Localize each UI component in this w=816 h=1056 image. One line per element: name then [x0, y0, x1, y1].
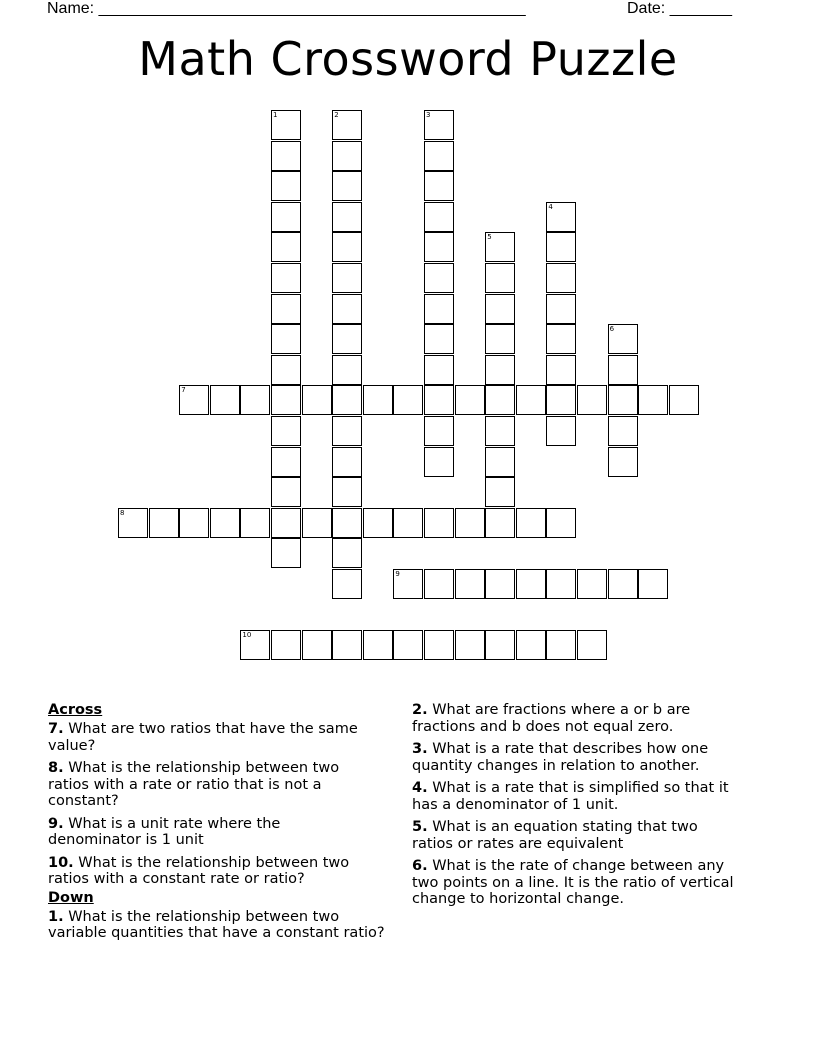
clue-item: [412, 780, 772, 813]
grid-cell[interactable]: [485, 294, 515, 324]
grid-cell[interactable]: [393, 508, 423, 538]
grid-cell[interactable]: [271, 294, 301, 324]
grid-cell[interactable]: [546, 508, 576, 538]
clue-text: What are two ratios that have the same value?: [48, 721, 358, 754]
grid-cell[interactable]: [485, 416, 515, 446]
grid-cell[interactable]: [608, 569, 638, 599]
grid-cell[interactable]: [485, 324, 515, 354]
clue-text: What is the relationship between two variable quantities that have a constant ratio?: [48, 908, 385, 941]
grid-cell[interactable]: [332, 416, 362, 446]
clue-number: 6.: [412, 858, 428, 874]
grid-cell[interactable]: [485, 477, 515, 507]
grid-cell[interactable]: [424, 141, 454, 171]
clue-item: [48, 760, 408, 810]
clue-number: 8.: [48, 760, 64, 776]
grid-cell[interactable]: [271, 477, 301, 507]
grid-cell[interactable]: [240, 385, 270, 415]
grid-cell[interactable]: [424, 232, 454, 262]
clue-number: 5: [487, 233, 492, 242]
grid-cell[interactable]: [455, 385, 485, 415]
down-clue-list-continued: [412, 702, 772, 908]
grid-cell[interactable]: [332, 294, 362, 324]
grid-cell[interactable]: [669, 385, 699, 415]
grid-cell[interactable]: [546, 294, 576, 324]
grid-cell[interactable]: [393, 630, 423, 660]
grid-cell[interactable]: [485, 630, 515, 660]
grid-cell[interactable]: [332, 171, 362, 201]
grid-cell[interactable]: [424, 569, 454, 599]
grid-cell[interactable]: [516, 569, 546, 599]
grid-cell[interactable]: [271, 385, 301, 415]
clue-item: [412, 819, 772, 852]
clue-text: What is a rate that is simplified so that it has a denominator of 1 unit.: [412, 780, 729, 813]
grid-cell[interactable]: [546, 324, 576, 354]
grid-cell[interactable]: [332, 110, 362, 140]
clue-number: 4.: [412, 780, 428, 796]
grid-cell[interactable]: [271, 355, 301, 385]
grid-cell[interactable]: [332, 477, 362, 507]
grid-cell[interactable]: [608, 385, 638, 415]
grid-cell[interactable]: [424, 416, 454, 446]
down-clue-list: [48, 909, 408, 942]
clue-number: 8: [120, 508, 125, 517]
grid-cell[interactable]: [516, 385, 546, 415]
clue-number: 5.: [412, 819, 428, 835]
grid-cell[interactable]: [424, 202, 454, 232]
grid-cell[interactable]: [516, 630, 546, 660]
grid-cell[interactable]: [363, 508, 393, 538]
clue-item: [412, 702, 772, 735]
grid-cell[interactable]: [332, 508, 362, 538]
grid-cell[interactable]: [638, 569, 668, 599]
grid-cell[interactable]: [332, 569, 362, 599]
grid-cell[interactable]: [608, 324, 638, 354]
grid-cell[interactable]: [149, 508, 179, 538]
grid-cell[interactable]: [546, 263, 576, 293]
clue-item: [48, 855, 408, 888]
grid-cell[interactable]: [485, 508, 515, 538]
clue-number: 6: [609, 325, 615, 334]
grid-cell[interactable]: [485, 232, 515, 262]
clues-right-column: [412, 702, 772, 914]
grid-cell[interactable]: [546, 630, 576, 660]
grid-cell[interactable]: [608, 416, 638, 446]
grid-cell[interactable]: [577, 385, 607, 415]
grid-cell[interactable]: [332, 324, 362, 354]
grid-cell[interactable]: [393, 569, 423, 599]
clue-number: 1.: [48, 908, 64, 925]
grid-cell[interactable]: [485, 263, 515, 293]
grid-cell[interactable]: [271, 538, 301, 568]
grid-cell[interactable]: [638, 385, 668, 415]
clue-number: 9: [395, 570, 400, 578]
name-field[interactable]: Name: ________________________________________________: [47, 0, 526, 17]
grid-cell[interactable]: [546, 569, 576, 599]
grid-cell[interactable]: [424, 110, 454, 140]
clue-number: 7: [181, 386, 186, 395]
clue-number: 3: [426, 111, 431, 119]
grid-cell[interactable]: [271, 202, 301, 232]
grid-cell[interactable]: [485, 569, 515, 599]
down-heading: Down: [48, 889, 94, 906]
grid-cell[interactable]: [455, 569, 485, 599]
grid-cell[interactable]: [455, 630, 485, 660]
grid-cell[interactable]: [546, 385, 576, 415]
clue-number: 10.: [48, 854, 74, 871]
grid-cell[interactable]: [393, 385, 423, 415]
grid-cell[interactable]: [271, 171, 301, 201]
clue-number: 9.: [48, 815, 64, 832]
clue-number: 2: [334, 111, 339, 119]
clue-item: [412, 741, 772, 774]
grid-cell[interactable]: [240, 508, 270, 538]
clue-text: What is a unit rate where the denominator is 1 unit: [48, 815, 281, 848]
grid-cell[interactable]: [363, 385, 393, 415]
date-field[interactable]: Date: _______: [627, 0, 732, 17]
clues-left-column: [48, 702, 408, 948]
grid-cell[interactable]: [332, 447, 362, 477]
grid-cell[interactable]: [332, 263, 362, 293]
clue-text: What is the rate of change between any two points on a line. It is the ratio of vertical change to horizontal change.: [412, 858, 734, 907]
grid-cell[interactable]: [118, 508, 148, 538]
grid-cell[interactable]: [363, 630, 393, 660]
grid-cell[interactable]: [485, 355, 515, 385]
clue-number: 3.: [412, 741, 428, 757]
grid-cell[interactable]: [424, 294, 454, 324]
grid-cell[interactable]: [546, 416, 576, 446]
clue-text: What are fractions where a or b are fractions and b does not equal zero.: [412, 702, 691, 735]
clue-number: 4: [548, 202, 553, 211]
grid-cell[interactable]: [179, 385, 209, 415]
grid-cell[interactable]: [332, 202, 362, 232]
grid-cell[interactable]: [424, 447, 454, 477]
grid-cell[interactable]: [332, 355, 362, 385]
grid-cell[interactable]: [546, 232, 576, 262]
grid-cell[interactable]: [332, 141, 362, 171]
grid-cell[interactable]: [271, 324, 301, 354]
across-heading: Across: [48, 702, 103, 718]
grid-cell[interactable]: [271, 447, 301, 477]
clue-item: [48, 721, 408, 754]
grid-cell[interactable]: [332, 630, 362, 660]
grid-cell[interactable]: [179, 508, 209, 538]
grid-cell[interactable]: [271, 263, 301, 293]
grid-cell[interactable]: [332, 538, 362, 568]
clue-text: What is the relationship between two ratios with a rate or ratio that is not a constant?: [48, 760, 340, 809]
clue-number: 2.: [412, 702, 428, 718]
clue-item: [48, 816, 408, 849]
grid-cell[interactable]: [271, 416, 301, 446]
clue-number: 10: [242, 631, 252, 640]
grid-cell[interactable]: [455, 508, 485, 538]
grid-cell[interactable]: [424, 508, 454, 538]
grid-cell[interactable]: [608, 447, 638, 477]
grid-cell[interactable]: [210, 385, 240, 415]
clue-text: What is an equation stating that two ratios or rates are equivalent: [412, 819, 698, 852]
grid-cell[interactable]: [546, 355, 576, 385]
grid-cell[interactable]: [271, 141, 301, 171]
grid-cell[interactable]: [546, 202, 576, 232]
grid-cell[interactable]: [424, 324, 454, 354]
clue-text: What is a rate that describes how one quantity changes in relation to another.: [412, 741, 709, 774]
clue-number: 7.: [48, 721, 64, 737]
grid-cell[interactable]: [485, 447, 515, 477]
grid-cell[interactable]: [302, 508, 332, 538]
grid-cell[interactable]: [302, 630, 332, 660]
grid-cell[interactable]: [210, 508, 240, 538]
clue-text: What is the relationship between two ratios with a constant rate or ratio?: [48, 854, 350, 887]
grid-cell[interactable]: [240, 630, 270, 660]
grid-cell[interactable]: [271, 110, 301, 140]
across-clue-list: [48, 721, 408, 888]
page-title: Math Crossword Puzzle: [138, 32, 678, 86]
grid-cell[interactable]: [302, 385, 332, 415]
grid-cell[interactable]: [424, 263, 454, 293]
grid-cell[interactable]: [332, 232, 362, 262]
grid-cell[interactable]: [577, 630, 607, 660]
grid-cell[interactable]: [424, 385, 454, 415]
grid-cell[interactable]: [424, 630, 454, 660]
grid-cell[interactable]: [332, 385, 362, 415]
grid-cell[interactable]: [577, 569, 607, 599]
grid-cell[interactable]: [485, 385, 515, 415]
clue-item: [48, 909, 408, 942]
grid-cell[interactable]: [608, 355, 638, 385]
grid-cell[interactable]: [271, 508, 301, 538]
grid-cell[interactable]: [516, 508, 546, 538]
clue-number: 1: [273, 111, 278, 119]
clue-item: [412, 858, 772, 908]
grid-cell[interactable]: [424, 355, 454, 385]
grid-cell[interactable]: [271, 630, 301, 660]
grid-cell[interactable]: [424, 171, 454, 201]
grid-cell[interactable]: [271, 232, 301, 262]
